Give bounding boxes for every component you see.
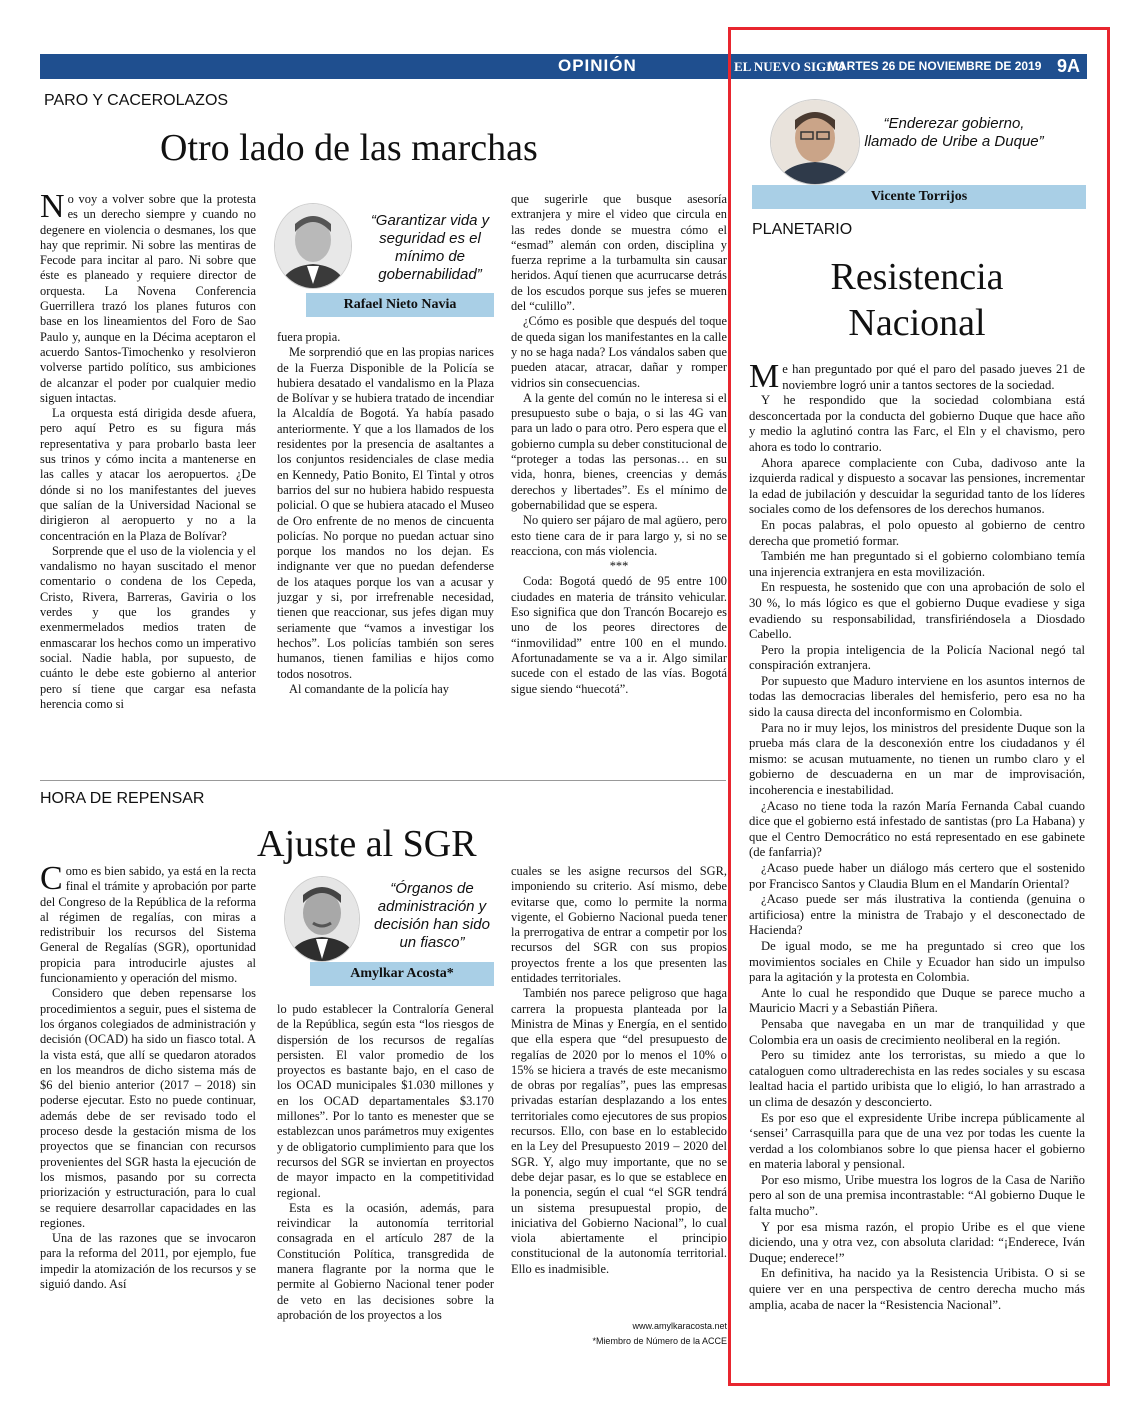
paragraph: que sugerirle que busque asesoría extranjera y mire el video que circula en las redes donde se muestra cómo el “esmad” alemán con orden, disciplina y fuerza reprime a la turbamulta sin causar heridos. Aquí tienen que acurrucarse detrás de los escudos porque sus jefes se mueren del “culillo”.: [511, 192, 727, 314]
paragraph: Es por eso que el expresidente Uribe increpa públicamente al ‘sensei’ Carrasquilla para que de una vez por todas les cuente la verdad a los colombianos sobre lo que piensa hacer el gobierno en materia laboral y pensional.: [749, 1110, 1085, 1172]
paragraph: En pocas palabras, el polo opuesto al gobierno de centro derecha que prometió formar.: [749, 517, 1085, 548]
page-number: 9A: [1057, 56, 1081, 76]
separator-asterisks: ***: [609, 559, 629, 574]
article2-quote-box: [270, 866, 494, 992]
drop-cap: M: [749, 362, 780, 395]
paragraph: Pero su timidez ante los terroristas, su miedo a que lo cataloguen como ultraderechista en las redes sociales y su escasa lealtad hacia el partido uribista que lo eligió, lo han arrastrado a un clima de desazón y desconcierto.: [749, 1048, 1085, 1109]
paragraph: Y he respondido que la sociedad colombiana está desconcertada por la conducta del gobierno Duque que hace año y medio la aglutinó contra las Farc, el Eln y el chavismo, pero ahora es todo lo contrario.: [749, 393, 1085, 454]
title-line-1: Resistencia: [830, 256, 1004, 298]
author-footnote: *Miembro de Número de la ACCE: [592, 1336, 727, 1346]
drop-cap: N: [40, 192, 65, 225]
paragraph: Me sorprendió que en las propias narices de la Fuerza Disponible de la Policía se hubiera desatado el vandalismo en la Plaza de Bolívar y se hubiera tratado de incendiar la Alcaldía de Bogotá. Ya había pasado anteriormente. Y que a los llamados de los residentes por la presencia de asaltantes a los conjuntos residenciales de clase media en Kennedy, Patio Bonito, El Tintal y otros barrios del sur no hubiera habido respuesta policial. O que se hubiera atacado el Museo de Oro enfrente de no menos de cincuenta policías. No porque no puedan actuar sino porque los mandos no los dejan. Es indignante ver que no puedan defenderse de los ataques porque los van a acusar y juzgar y si, por irrefrenable necesidad, tienen que reaccionar, sus jefes digan muy seriamente que “vamos a investigar los hechos”. Los policías también son seres humanos, tienen familias e hijos como todos nosotros.: [277, 345, 494, 681]
author-portrait: [770, 99, 860, 185]
pull-quote: “Órganos de administración y decisión han sido un fiasco”: [374, 880, 490, 951]
article3-quote-box: [752, 95, 1086, 210]
author-name: Vicente Torrijos: [752, 185, 1086, 209]
author-website: www.amylkaracosta.net: [632, 1321, 727, 1331]
paragraph: No quiero ser pájaro de mal agüero, pero esto tiene cara de ir para largo y, si no se reacciona, con más violencia.: [511, 513, 727, 558]
paragraph: Sorprende que el uso de la violencia y el vandalismo no hayan suscitado el menor comentario o condena de los Cepeda, Cristo, Rivera, Barreras, Gaviria o los verdes y que los grandes y exenmermelados medios traten de enmascarar los hechos como un imperativo social. Nadie habla, por supuesto, de cuánto le debe este gobierno al anterior pero sí tiene que cargar esa nefasta herencia como si: [40, 543, 256, 711]
article3-title: [740, 254, 1094, 346]
paragraph: La orquesta está dirigida desde afuera, pero aquí Petro es su figura más representativa y para probarlo basta leer sus trinos y cómo incita a mantenerse en las calles y atacar los aeropuertos. ¿De dónde si no los manifestantes del jueves que salían de la Universidad Nacional se dirigieron al aeropuerto y no a la concentración en la Plaza de Bolívar?: [40, 406, 256, 543]
paragraph: Por eso mismo, Uribe muestra los logros de la Casa de Nariño pero al son de una premisa incontrastable: “Al gobierno Duque le falta mucho”.: [749, 1172, 1085, 1219]
article2-title: Ajuste al SGR: [257, 823, 477, 865]
paragraph: En definitiva, ha nacido ya la Resistencia Uribista. O si se quiere ver en una perspectiva de centro derecha mucho más amplia, acaba de nacer la “Resistencia Nacional”.: [749, 1266, 1085, 1312]
article3-kicker: PLANETARIO: [752, 221, 853, 238]
paragraph: ¿Cómo es posible que después del toque de queda sigan los manifestantes en la calle y no se haga nada? Los vándalos saben que pueden atacar, atracar, dañar y romper vidrios sin consecuencias.: [511, 314, 727, 390]
article2-kicker: HORA DE REPENSAR: [40, 790, 205, 807]
pull-quote: “Garantizar vida y seguridad es el mínimo de gobernabilidad”: [370, 212, 490, 283]
paragraph: A la gente del común no le interesa si el presupuesto sube o baja, o si las 4G van para un lado o para otro. Pero espera que el gobierno cumpla su deber constitucional de “proteger a todas las personas… en su vida, honra, bienes, creencias y demás derechos y libertades”. Es el mínimo de gobernabilidad que se espera.: [511, 390, 727, 512]
paragraph: Para no ir muy lejos, los ministros del presidente Duque son la prueba más clara de la desconexión entre los ciudadanos y él mismo: se acusan mutuamente, no tienen un rumbo claro y el gobierno de descuaderna en un mar de improvisación, incoherencia e inestabilidad.: [749, 720, 1085, 798]
author-name: Amylkar Acosta*: [310, 962, 494, 986]
article2-column-3: [511, 864, 727, 1318]
paragraph: cuales se les asigne recursos del SGR, imponiendo su criterio. Así mismo, debe evitarse que, como lo permite la norma vigente, el Gobierno Nacional pueda tener la prerrogativa de entrar a competir por los recursos del SGR con sus propios proyectos frente a los que presenten las entidades territoriales.: [511, 864, 727, 986]
paragraph: o voy a volver sobre que la protesta es un derecho siempre y cuando no degenere en violencia o desmanes, los que hay que reprimir. Ni sobre las mentiras de Fecode para incitar al paro. Ni sobre que éste es planeado y requiere director de orquesta. La Novena Conferencia Guerrillera trazó los planes futuros con base en los lineamientos del Foro de Sao Paulo y, aunque en la Décima aceptaron el acuerdo Santos-Timochenko y resolvieron volverse partido político, sus ambiciones de alcanzar el poder por cualquier medio siguen intactas.: [40, 192, 256, 405]
paragraph: En respuesta, he sostenido que con una aprobación de solo el 30 %, lo más lógico es que el gobierno Duque evadiese y siga evadiendo su responsabilidad, transfiriéndosela a Diosdado Cabello.: [749, 580, 1085, 642]
article3-body: [749, 362, 1085, 1368]
article1-quote-box: [270, 195, 494, 321]
paragraph: También me han preguntado si el gobierno colombiano temía una injerencia extranjera en esta movilización.: [749, 549, 1085, 579]
paragraph: ¿Acaso no tiene toda la razón María Fernanda Cabal cuando dice que el gobierno está infestado de santistas (pro La Habana) y que el Centro Democrático no está representado en ese gabinete (de fanfarria)?: [749, 798, 1085, 860]
paragraph: Y por esa misma razón, el propio Uribe es el que viene diciendo, una y otra vez, con absoluta claridad: “¡Enderece, Iván Duque; enderece!”: [749, 1219, 1085, 1265]
issue-date: MARTES 26 DE NOVIEMBRE DE 2019: [828, 59, 1042, 73]
paragraph: fuera propia.: [277, 330, 341, 344]
paragraph: Al comandante de la policía hay: [289, 681, 449, 696]
paragraph: Pero la propia inteligencia de la Policía Nacional negó tal conspiración extranjera.: [749, 642, 1085, 673]
author-portrait: [274, 203, 352, 289]
author-portrait: [284, 876, 360, 962]
section-title: OPINIÓN: [558, 56, 637, 75]
paragraph: Pensaba que navegaba en un mar de tranquilidad y que Colombia era un oasis de crecimiento neoliberal en la región.: [749, 1016, 1085, 1047]
paragraph: lo pudo establecer la Contraloría General de la República, según esta “los riesgos de dispersión de los recursos de regalías persisten. El valor promedio de los proyectos es bastante bajo, en el caso de los OCAD municipales $1.030 millones y en los OCAD departamentales $3.170 millones”. Por lo tanto es menester que se establezcan unos parámetros muy exigentes y de obligatorio cumplimiento para que los recursos del SGR se inviertan en proyectos de mayor impacto en la competitividad regional.: [277, 1002, 494, 1200]
paragraph: Una de las razones que se invocaron para la reforma del 2011, por ejemplo, fue impedir la atomización de los recursos y se siguió dando. Así: [40, 1231, 256, 1292]
paragraph: Coda: Bogotá quedó de 95 entre 100 ciudades en materia de tránsito vehicular. Eso significa que don Trancón Bocarejo es uno de los peores directores de “inmovilidad” entre 100 en el mundo. Afortunadamente se va a ir. Algo similar sucede con el estado de las vías. Bogotá sigue siendo “huecotá”.: [511, 574, 727, 696]
article1-kicker: PARO Y CACEROLAZOS: [44, 92, 229, 109]
article2-column-1: [40, 864, 256, 1374]
title-line-2: Nacional: [848, 302, 986, 344]
article1-column-3: [511, 192, 727, 758]
pull-quote: “Enderezar gobierno, llamado de Uribe a Duque”: [864, 115, 1044, 150]
drop-cap: C: [40, 864, 63, 897]
paragraph: e han preguntado por qué el paro del pasado jueves 21 de noviembre logró unir a tantos sectores de la sociedad.: [782, 362, 1085, 392]
paragraph: Esta es la ocasión, además, para reivindicar la autonomía territorial consagrada en el artículo 287 de la Constitución Política, transgredida de manera flagrante por la norma que le permite al Gobierno Nacional tener poder de veto en las decisiones sobre la aprobación de los proyectos a los: [277, 1200, 494, 1322]
article1-column-1: [40, 192, 256, 752]
paragraph: También nos parece peligroso que haga carrera la propuesta planteada por la Ministra de Minas y Energía, en el sentido que ella espera que “del presupuesto de regalías de 2020 por lo menos el 10% o 15% se hiciera a través de este mecanismo de obras por regalías”, pues las empresas privadas estarían desplazando a los entes territoriales como ejecutores de sus propios recursos. Ello, con base en lo establecido en la Ley del Presupuesto 2019 – 2020 del SGR. Y, algo muy importante, que no se debe dejar pasar, es lo que se establece en la ponencia, según el cual “el SGR tendrá un sistema presupuestal propio, de iniciativa del Gobierno Nacional”, lo cual viola abiertamente el principio constitucional de la autonomía territorial. Ello es inadmisible.: [511, 986, 727, 1276]
article1-column-2: [277, 330, 494, 752]
section-divider: [40, 780, 726, 781]
paragraph: Por supuesto que Maduro interviene en los asuntos internos de todas las democracias liberales del hemisferio, pero esa no ha sido la causa directa del inconformismo en Colombia.: [749, 673, 1085, 720]
paragraph: Considero que deben repensarse los procedimientos a seguir, pues el sistema de los órganos colegiados de administración y decisión (OCAD) ha sido un fiasco total. A la vista está, que allí se quedaron atorados en los meandros de dicho sistema más de $6 del bienio anterior (2017 – 2018) sin poderse ejecutar. Esto no puede continuar, además debe de ser revisado todo el proceso desde la gestación misma de los proyectos que se financian con recursos provenientes del SGR hasta la ejecución de los mismos, pasando por su correcta priorización y estructuración, para lo cual se requiere desarrollar capacidades en las regiones.: [40, 986, 256, 1230]
paragraph: Ahora aparece complaciente con Cuba, dadivoso ante la izquierda radical y dispuesto a socavar las pensiones, incrementar la edad de jubilación y descuidar la seguridad tanto de los líderes sociales como de los defensores de los derechos humanos.: [749, 455, 1085, 517]
author-name: Rafael Nieto Navia: [306, 293, 494, 317]
paragraph: Ante lo cual he respondido que Duque se parece mucho a Mauricio Macri y a Sebastián Piñera.: [749, 985, 1085, 1016]
newspaper-name: EL NUEVO SIGLO: [734, 59, 845, 74]
article2-column-2: [277, 1002, 494, 1374]
paragraph: De igual modo, se me ha preguntado si creo que los movimientos sociales en Chile y Ecuador han sido un impulso para la agitación y la protesta en Colombia.: [749, 938, 1085, 985]
paragraph: ¿Acaso puede haber un diálogo más certero que el sostenido por Francisco Santos y Claudia Blum en el Mandarín Oriental?: [749, 861, 1085, 891]
paragraph: omo es bien sabido, ya está en la recta final el trámite y aprobación por parte del Congreso de la República de la reforma al régimen de regalías, con miras a redistribuir los recursos del Sistema General de Regalías (SGR), oportunidad propicia para introducirle ajustes al funcionamiento y operación del mismo.: [40, 864, 256, 986]
paragraph: ¿Acaso puede ser más ilustrativa la contienda (genuina o artificiosa) entre la ministra de Trabajo y el desconectado de Hacienda?: [749, 892, 1085, 938]
article1-title: Otro lado de las marchas: [160, 127, 538, 169]
